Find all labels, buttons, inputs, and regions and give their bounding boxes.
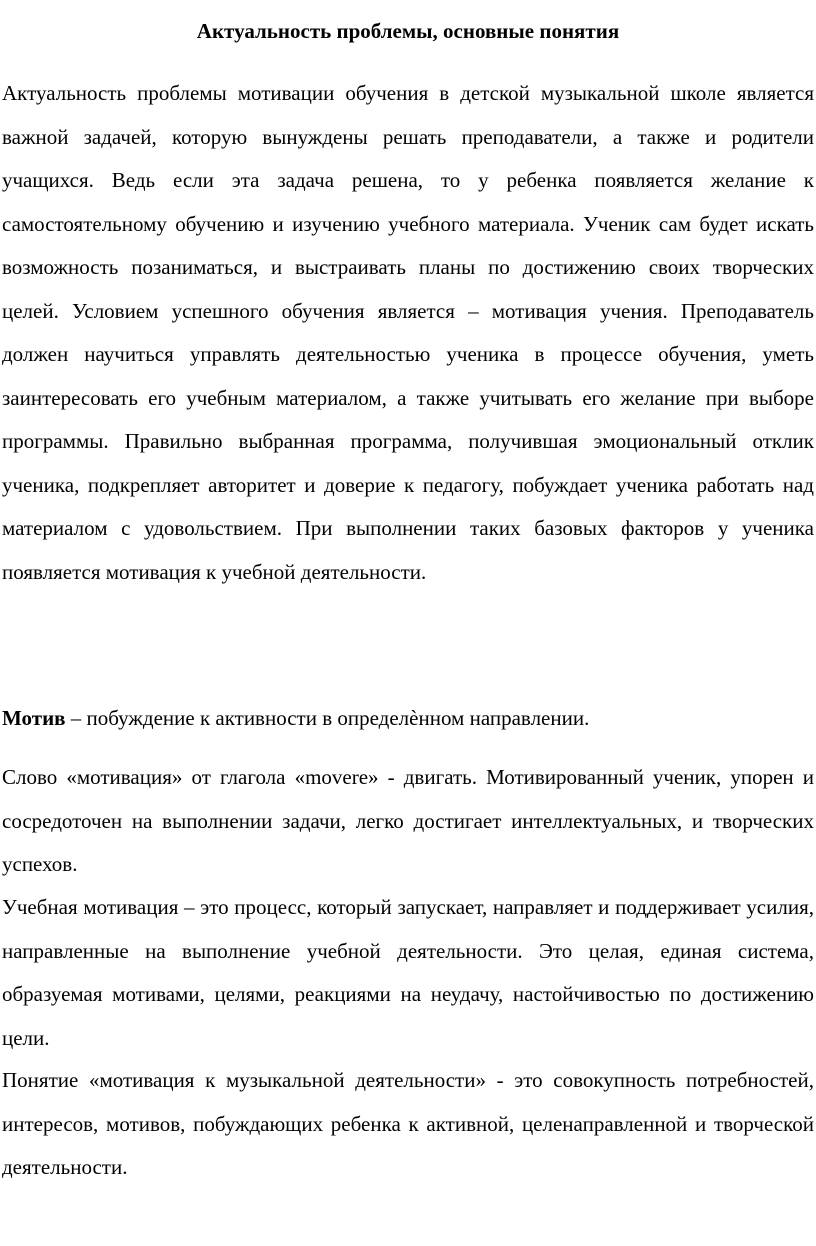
document-title: Актуальность проблемы, основные понятия [196,19,620,43]
paragraph-learning-motivation: Учебная мотивация – это процесс, который запускает, направляет и поддерживает усилия, направленные на выполнение учебной деятельности. Это целая, единая система, образуемая мотивами, целями, реакциями на неудачу, настойчивостью по достижению цели. [2,895,814,1050]
definition-term: Мотив [2,706,66,730]
definition-text: – побуждение к активности в определѐнном направлении. [65,706,590,730]
paragraph-word-origin: Слово «мотивация» от глагола «movere» - двигать. Мотивированный ученик, упорен и сосредоточен на выполнении задачи, легко достигает интеллектуальных, и творческих успехов. [2,765,814,876]
paragraph-relevance: Актуальность проблемы мотивации обучения в детской музыкальной школе является важной задачей, которую вынуждены решать преподаватели, а также и родители учащихся. Ведь если эта задача решена, то у ребенка появляется желание к самостоятельному обучению и изучению учебного материала. Ученик сам будет искать возможность позаниматься, и выстраивать планы по достижению своих творческих целей. Условием успешного обучения является – мотивация учения. Преподаватель должен научиться управлять деятельностью ученика в процессе обучения, уметь заинтересовать его учебным материалом, а также учитывать его желание при выборе программы. Правильно выбранная программа, получившая эмоциональный отклик ученика, подкрепляет авторитет и доверие к педагогу, побуждает ученика работать над материалом с удовольствием. При выполнении таких базовых факторов у ученика появляется мотивация к учебной деятельности. [2,81,814,584]
paragraph-musical-motivation: Понятие «мотивация к музыкальной деятельности» - это совокупность потребностей, интересов, мотивов, побуждающих ребенка к активной, целенаправленной и творческой деятельности. [2,1068,814,1179]
paragraph-motive-definition [2,697,814,741]
